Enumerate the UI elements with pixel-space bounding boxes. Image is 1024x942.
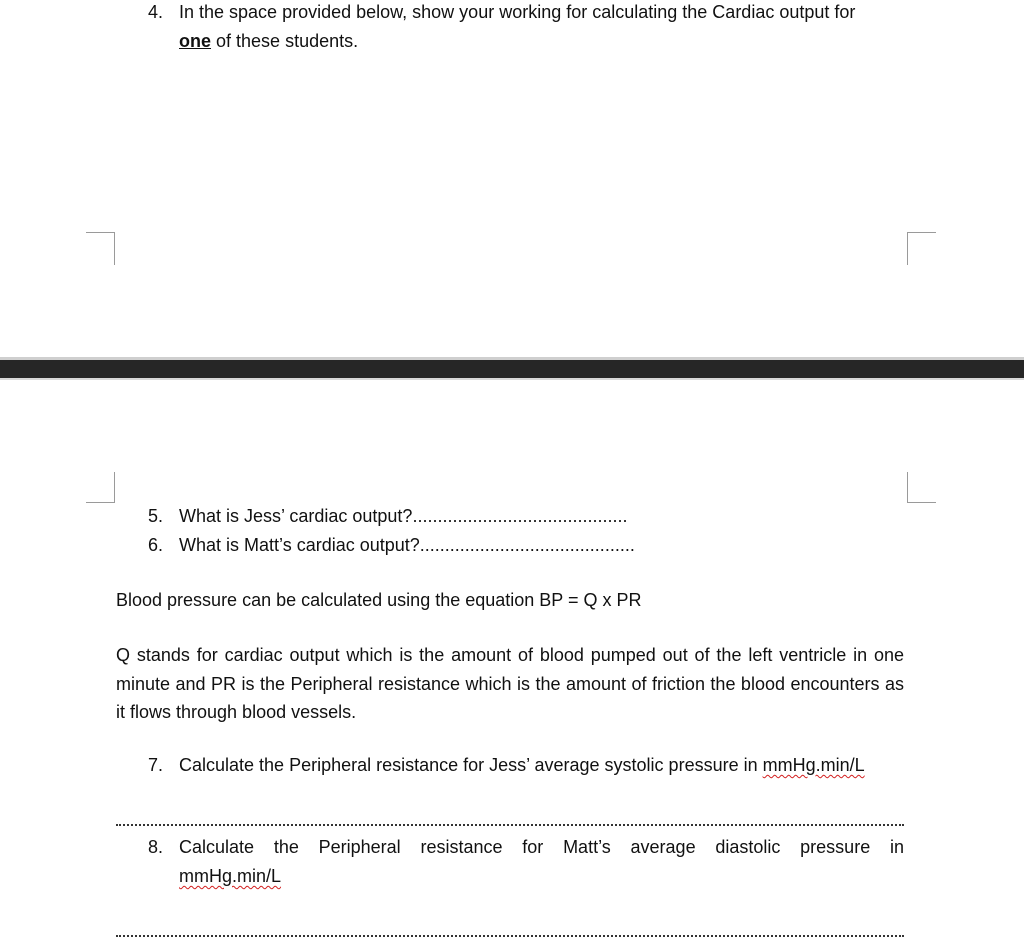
q7-number: 7. <box>148 755 164 775</box>
crop-mark-top-right <box>907 232 936 265</box>
definition-paragraph: Q stands for cardiac output which is the amount of blood pumped out of the left ventricle in one minute and PR is the Peripheral resistance which is the amount of friction the blood encounters as it flows through blood vessels. <box>116 645 904 722</box>
q7-line <box>179 755 865 776</box>
q8-number: 8. <box>148 837 164 857</box>
q4-line2 <box>179 31 358 52</box>
q8-unit: mmHg.min/L <box>179 866 282 886</box>
page-break-band <box>0 360 1024 378</box>
q4-line1: In the space provided below, show your working for calculating the Cardiac output for <box>179 2 856 22</box>
q6-number: 6. <box>148 535 164 555</box>
q5-text: What is Jess’ cardiac output?........................................... <box>179 506 628 526</box>
q7-answer-line[interactable] <box>116 824 904 826</box>
crop-mark-top-left <box>86 232 115 265</box>
q4-emphasis: one <box>179 31 212 51</box>
page-break-edge-bottom <box>0 378 1024 380</box>
q8-answer-line[interactable] <box>116 935 904 937</box>
q8-line1: Calculate the Peripheral resistance for Matt’s average diastolic pressure in <box>179 837 904 857</box>
q5-number: 5. <box>148 506 164 526</box>
q7-text: Calculate the Peripheral resistance for Jess’ average systolic pressure in <box>179 755 763 775</box>
q6-text: What is Matt’s cardiac output?........................................... <box>179 535 635 555</box>
q4-line2-rest: of these students. <box>211 31 359 51</box>
crop-mark-bottom-left <box>86 472 115 503</box>
equation-paragraph: Blood pressure can be calculated using the equation BP = Q x PR <box>116 590 642 610</box>
q7-unit: mmHg.min/L <box>762 755 865 775</box>
crop-mark-bottom-right <box>907 472 936 503</box>
q4-number: 4. <box>148 2 164 22</box>
